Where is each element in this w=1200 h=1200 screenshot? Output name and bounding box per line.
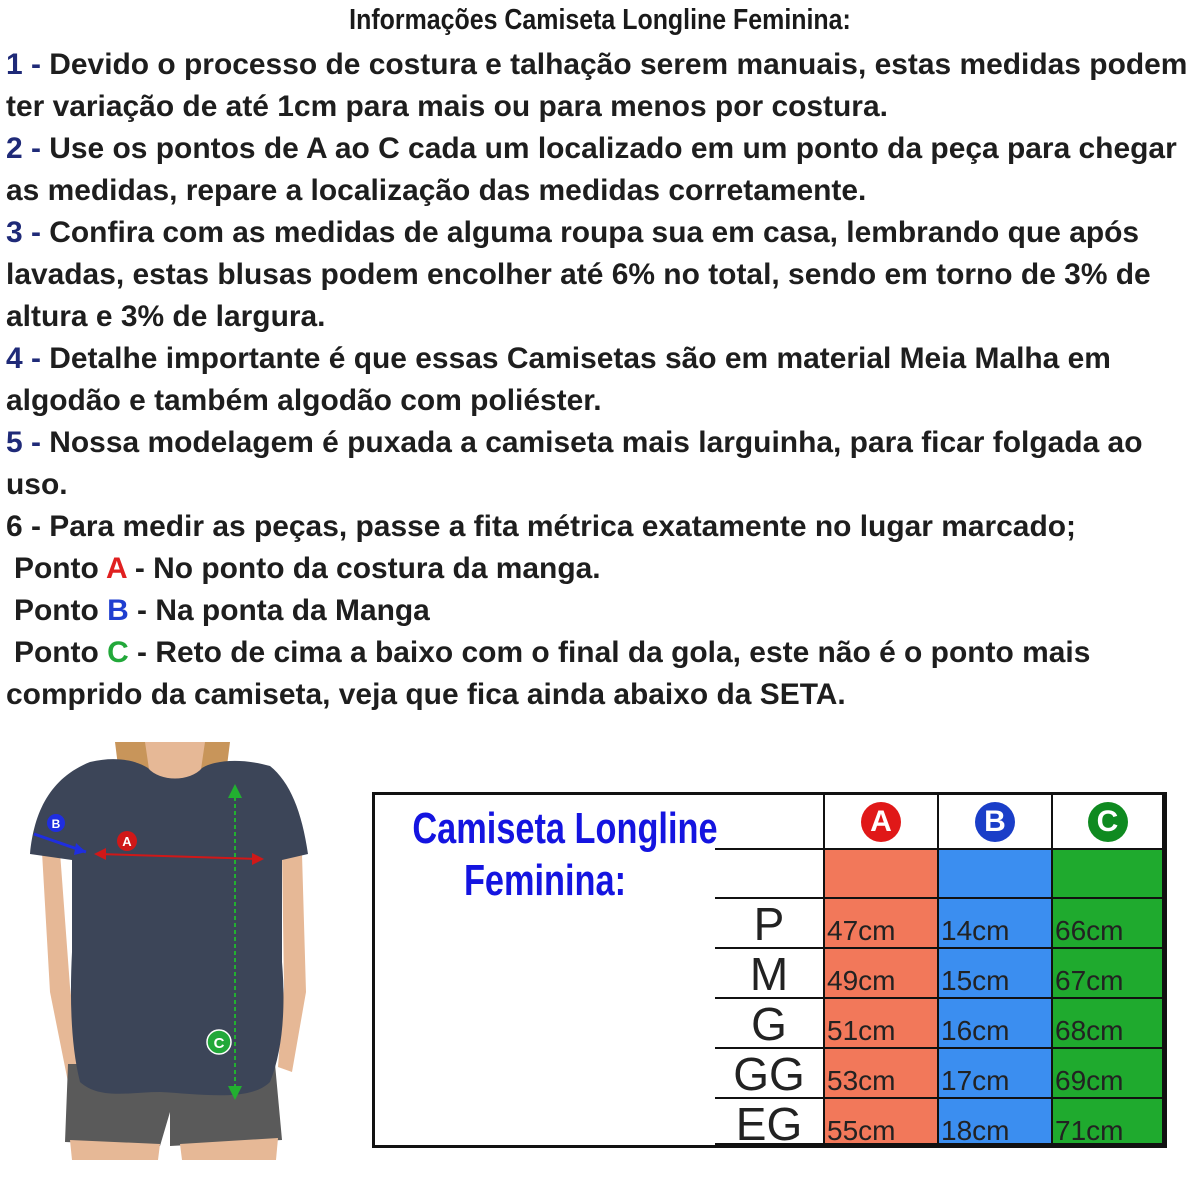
point-text: - Na ponta da Manga <box>128 594 430 627</box>
point-b-line <box>6 590 1192 632</box>
measurement-cell: 51cm <box>825 999 939 1049</box>
table-title-box <box>375 795 718 1145</box>
item-number: 3 - <box>6 216 41 249</box>
item-text: altura e 3% de largura. <box>6 300 326 333</box>
point-a-line <box>6 548 1192 590</box>
item-5-line-2 <box>6 464 1192 506</box>
table-title-line-2: Feminina: <box>463 856 627 905</box>
point-prefix: Ponto <box>13 594 108 627</box>
point-prefix: Ponto <box>13 552 107 585</box>
item-text: Detalhe importante é que essas Camisetas são em material Meia Malha em <box>49 342 1111 375</box>
item-number: 4 - <box>6 342 41 375</box>
color-band-a <box>825 850 939 899</box>
tshirt-model-figure <box>20 742 320 1160</box>
measurement-cell: 16cm <box>939 999 1053 1049</box>
header-cell-a <box>825 795 939 850</box>
point-a-label: A <box>122 834 132 849</box>
item-number: 5 - <box>6 426 41 459</box>
point-text: comprido da camiseta, veja que fica ainda abaixo da SETA. <box>6 678 846 711</box>
item-4-line-2 <box>6 380 1192 422</box>
size-label-cell: EG <box>715 1099 825 1145</box>
column-badge-c: C <box>1088 802 1128 842</box>
item-text: uso. <box>6 468 68 501</box>
column-badge-b: B <box>975 802 1015 842</box>
page-heading: Informações Camiseta Longline Feminina: <box>349 4 851 36</box>
item-5-line-1 <box>6 422 1192 464</box>
item-text: lavadas, estas blusas podem encolher até 6% no total, sendo em torno de 3% de <box>6 258 1151 291</box>
point-letter-c: C <box>107 636 129 669</box>
right-arm <box>278 852 306 1072</box>
item-text: Nossa modelagem é puxada a camiseta mais larguinha, para ficar folgada ao <box>49 426 1143 459</box>
item-text: ter variação de até 1cm para mais ou para menos por costura. <box>6 90 888 123</box>
measurement-cell: 18cm <box>939 1099 1053 1145</box>
header-cell-c <box>1053 795 1164 850</box>
measurement-cell: 14cm <box>939 899 1053 949</box>
point-text: - No ponto da costura da manga. <box>126 552 601 585</box>
item-text: Devido o processo de costura e talhação serem manuais, estas medidas podem <box>49 48 1188 81</box>
measurement-cell: 69cm <box>1053 1049 1164 1099</box>
item-3-line-3 <box>6 296 1192 338</box>
measurement-cell: 66cm <box>1053 899 1164 949</box>
point-text: - Reto de cima a baixo com o final da gola, este não é o ponto mais <box>128 636 1091 669</box>
instructions-text <box>6 44 1194 716</box>
item-2-line-1 <box>6 128 1192 170</box>
item-4-line-1 <box>6 338 1192 380</box>
item-number: 2 - <box>6 132 41 165</box>
item-2-line-2 <box>6 170 1192 212</box>
measurement-cell: 68cm <box>1053 999 1164 1049</box>
model-illustration <box>20 742 320 1160</box>
band-corner-cell <box>715 850 825 899</box>
point-c-line <box>6 632 1192 674</box>
table-title <box>412 803 718 907</box>
size-label-cell: M <box>715 949 825 999</box>
table-title-line-1: Camiseta Longline <box>412 804 718 853</box>
item-text: algodão e também algodão com poliéster. <box>6 384 602 417</box>
item-text: 6 - Para medir as peças, passe a fita métrica exatamente no lugar marcado; <box>6 510 1077 543</box>
size-grid <box>715 795 1164 1150</box>
point-c-continuation <box>6 674 1192 716</box>
measurement-cell: 67cm <box>1053 949 1164 999</box>
item-6-line <box>6 506 1192 548</box>
measurement-cell: 49cm <box>825 949 939 999</box>
measurement-cell: 17cm <box>939 1049 1053 1099</box>
item-text: Use os pontos de A ao C cada um localizado em um ponto da peça para chegar <box>49 132 1177 165</box>
column-badge-a: A <box>861 802 901 842</box>
measurement-cell: 53cm <box>825 1049 939 1099</box>
color-band-b <box>939 850 1053 899</box>
size-label-cell: G <box>715 999 825 1049</box>
measurement-cell: 47cm <box>825 899 939 949</box>
item-1-line-1 <box>6 44 1192 86</box>
size-table <box>372 792 1167 1148</box>
point-letter-b: B <box>107 594 129 627</box>
item-3-line-1 <box>6 212 1192 254</box>
item-text: Confira com as medidas de alguma roupa sua em casa, lembrando que após <box>49 216 1140 249</box>
header-cell-b <box>939 795 1053 850</box>
measurement-cell: 55cm <box>825 1099 939 1145</box>
item-1-line-2 <box>6 86 1192 128</box>
point-letter-a: A <box>106 552 127 585</box>
header-corner-cell <box>715 795 825 850</box>
point-b-label: B <box>51 817 61 831</box>
item-3-line-2 <box>6 254 1192 296</box>
measurement-cell: 15cm <box>939 949 1053 999</box>
point-prefix: Ponto <box>13 636 108 669</box>
color-band-c <box>1053 850 1164 899</box>
item-number: 1 - <box>6 48 41 81</box>
measurement-cell: 71cm <box>1053 1099 1164 1145</box>
item-text: as medidas, repare a localização das medidas corretamente. <box>6 174 867 207</box>
size-label-cell: GG <box>715 1049 825 1099</box>
size-label-cell: P <box>715 899 825 949</box>
point-c-label: C <box>213 1035 225 1052</box>
